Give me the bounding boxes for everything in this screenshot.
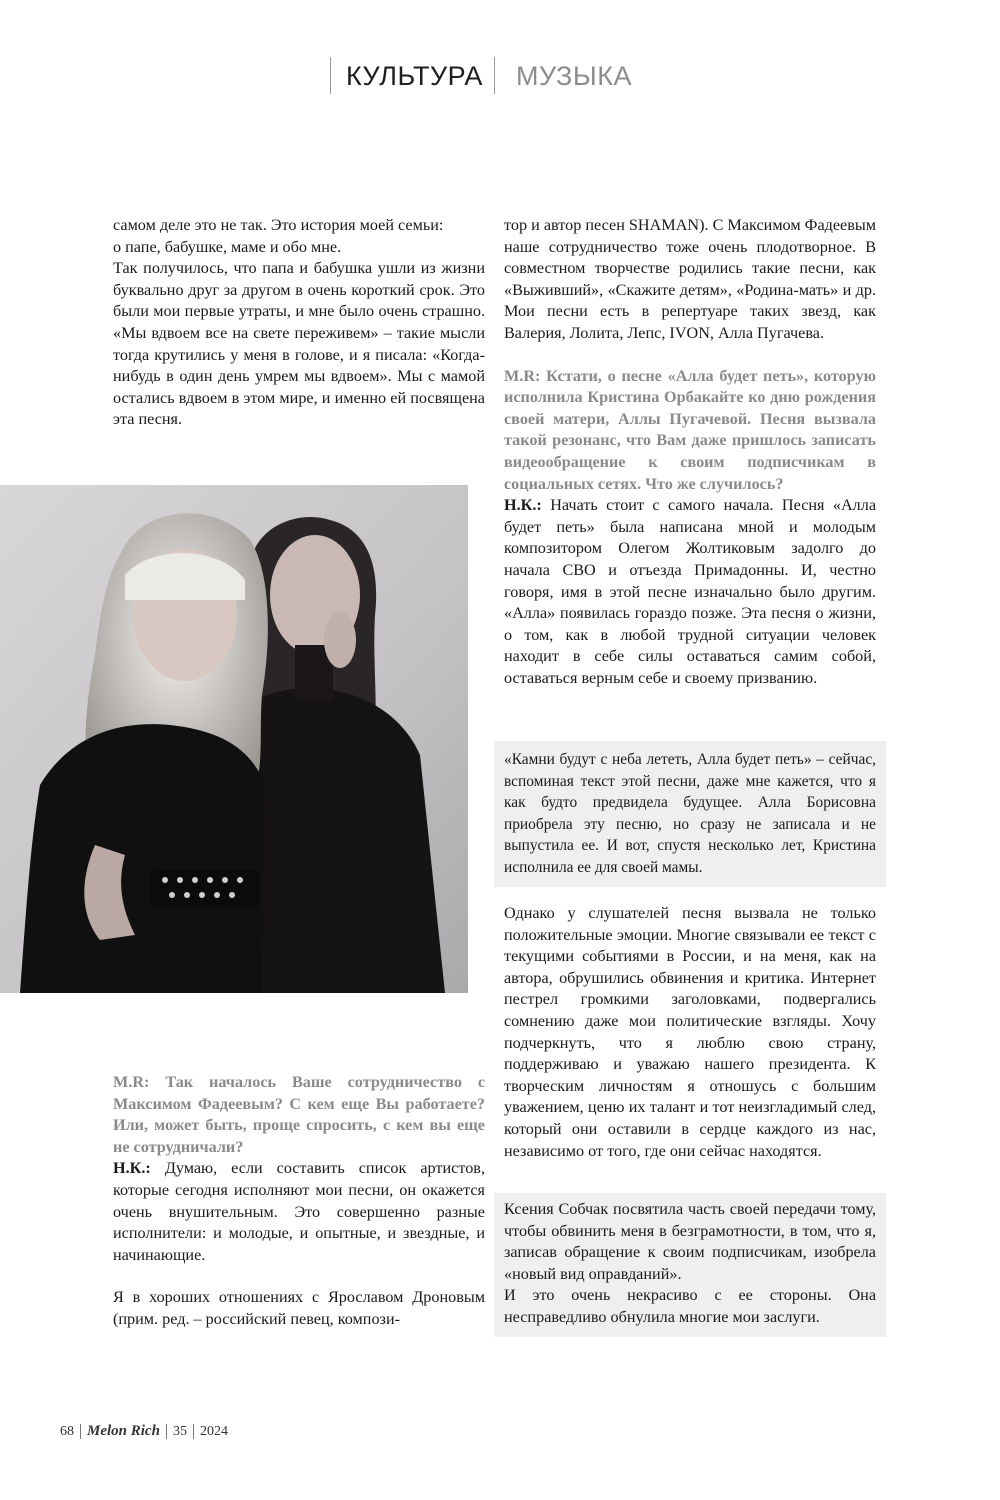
paragraph: Я в хороших отношениях с Ярославом Дроновым (прим. ред. – российский певец, компози- — [113, 1288, 485, 1328]
answer — [113, 1158, 485, 1266]
issue-number: 35 — [172, 1424, 187, 1439]
answer — [504, 495, 876, 689]
question — [113, 1072, 485, 1158]
answer-tag: Н.К.: — [504, 496, 542, 515]
paragraph: Однако у слушателей песня вызвала не только положительные эмоции. Многие связывали ее текст с текущими событиями в России, и на меня, как на автора, обрушились обвинения и критика. Интернет пестрел громкими заголовками, подвергались сомнению даже мои политические взгляды. Хочу подчеркнуть, что я люблю свою страну, поддерживаю и уважаю нашего президента. К творческим личностям я отношусь с большим уважением, ценю их талант и тот неизгладимый след, который они оставили в сердце каждого из нас, независимо от того, где они сейчас находятся. — [504, 904, 876, 1160]
paragraph: тор и автор песен SHAMAN). С Максимом Фадеевым наше сотрудничество тоже очень плодотворное. В совместном творчестве родились такие песни, как «Выживший», «Скажите детям», «Родина-мать» и др. Мои песни есть в репертуаре таких звезд, как Валерия, Лолита, Лепс, IVON, Алла Пугачева. — [504, 216, 876, 342]
photo-two-women-icon — [0, 485, 468, 993]
paragraph: Так получилось, что папа и бабушка ушли из жизни буквально друг за другом в очень короткий срок. Это были мои первые утраты, и мне было очень страшно. «Мы вдвоем все на свете переживем» – такие мысли тогда крутились у меня в голове, и я писала: «Когда-нибудь в один день умрем мы вдвоем». Мы с мамой остались вдвоем в этом мире, и именно ей посвящена эта песня. — [113, 259, 485, 429]
article-photo — [0, 485, 468, 993]
pull-quote-text: «Камни будут с неба лететь, Алла будет петь» – сейчас, вспоминая текст этой песни, даже мне кажется, что я как будто предвидела будущее. Алла Борисовна приобрела эту песню, но сразу не записала и не выпустила ее. И вот, спустя несколько лет, Кристина исполнила ее для своей мамы. — [504, 751, 876, 876]
question-text: Кстати, о песне «Алла будет петь», которую исполнила Кристина Орбакайте ко дню рождения своей матери, Аллы Пугачевой. Песня вызвала такой резонанс, что Вам даже пришлось записать видеообращение к своим подписчикам в социальных сетях. Что же случилось? — [504, 366, 877, 493]
header-divider-mid — [494, 57, 495, 94]
answer-tag: Н.К.: — [113, 1159, 151, 1178]
footer — [60, 1422, 228, 1441]
right-column-top — [504, 215, 876, 689]
pull-quote — [494, 741, 886, 887]
left-column-top — [113, 215, 485, 431]
header-divider-left — [330, 57, 331, 94]
question-tag: M.R: — [113, 1073, 150, 1091]
answer-text: Думаю, если составить список артистов, которые сегодня исполняют мои песни, он окажется очень внушительным. Это совершенно разные исполнители: и молодые, и опытные, и звездные, и начинающие. — [113, 1159, 486, 1264]
issue-year: 2024 — [199, 1424, 228, 1439]
highlight-text: Ксения Собчак посвятила часть своей передачи тому, чтобы обвинить меня в безграмотности, в том, что я, записав обращение к своим подписчикам, изобрела «новый вид оправданий». — [504, 1200, 876, 1283]
paragraph-line: о папе, бабушке, маме и обо мне. — [113, 237, 342, 256]
highlight-box — [494, 1193, 886, 1337]
page-number: 68 — [60, 1424, 74, 1439]
question — [504, 366, 876, 496]
right-column-middle — [504, 903, 876, 1162]
magazine-logo: Melon Rich — [87, 1423, 160, 1439]
paragraph-line: самом деле это не так. Это история моей семьи: — [113, 216, 444, 234]
highlight-text: И это очень некрасиво с ее стороны. Она несправедливо обнулила многие мои заслуги. — [504, 1286, 876, 1326]
answer-text: Начать стоит с самого начала. Песня «Алла будет петь» была написана мной и молодым композитором Олегом Жолтиковым задолго до начала СВО и отъезда Примадонны. И, честно говоря, имя в этой песне изначально было другим. «Алла» появилась гораздо позже. Эта песня о жизни, о том, как в любой трудной ситуации человек находит в себе силы оставаться самим собой, оставаться верным себе и своему призванию. — [504, 496, 876, 687]
subsection-title: МУЗЫКА — [516, 61, 632, 91]
section-title: КУЛЬТУРА — [346, 61, 483, 91]
question-text: Так началось Ваше сотрудничество с Максимом Фадеевым? С кем еще Вы работаете? Или, может быть, проще спросить, с кем вы еще не сотрудничали? — [113, 1073, 486, 1156]
question-tag: M.R: — [504, 366, 541, 385]
left-column-bottom — [113, 1072, 485, 1331]
